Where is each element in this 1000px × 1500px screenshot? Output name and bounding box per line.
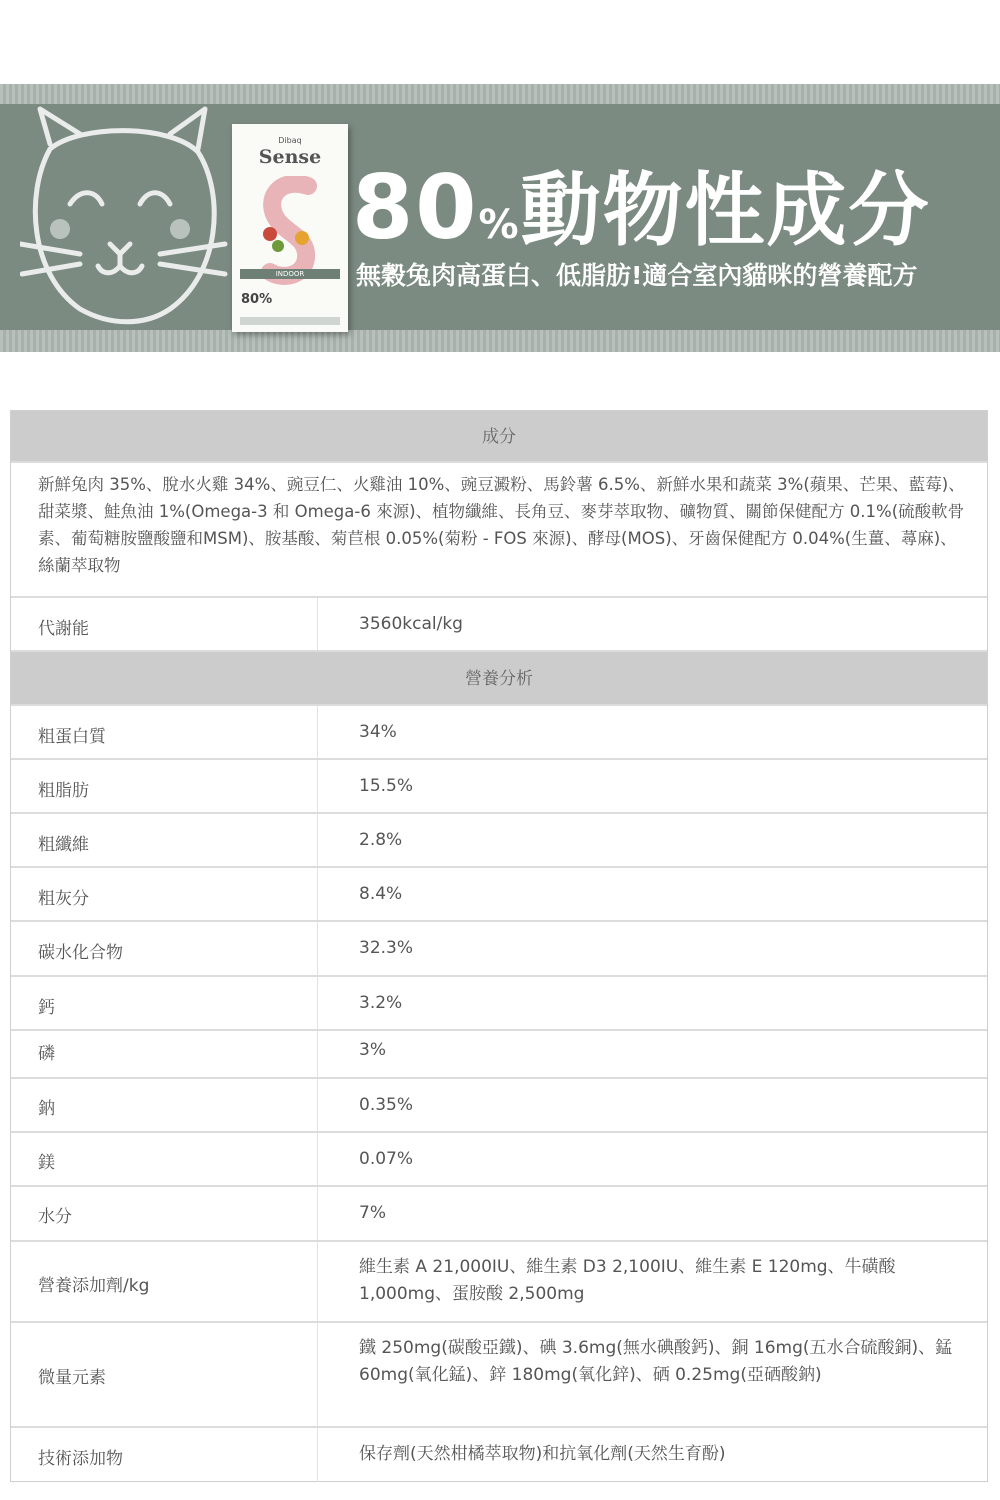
row-label: 碳水化合物: [38, 943, 123, 963]
metabolic-row: [11, 598, 987, 652]
row-value: 0.07%: [359, 1149, 414, 1169]
row-value: 3%: [359, 1040, 386, 1060]
row-value: 15.5%: [359, 776, 414, 796]
row-value: 0.35%: [359, 1095, 414, 1115]
row-label: 微量元素: [38, 1368, 106, 1388]
package-brand: Sense: [258, 146, 322, 168]
table-row: [11, 1031, 987, 1079]
table-row: [11, 1187, 987, 1242]
table-row: [11, 922, 987, 977]
row-value: 34%: [359, 722, 397, 742]
headline: [352, 146, 931, 261]
analysis-header: 營養分析: [465, 669, 533, 689]
package-line-label: INDOOR: [240, 269, 340, 279]
row-value: 7%: [359, 1203, 386, 1223]
row-label: 粗灰分: [38, 889, 89, 909]
table-row: [11, 1079, 987, 1133]
table-row: [11, 1323, 987, 1428]
headline-number: 80: [352, 156, 479, 259]
row-label: 粗蛋白質: [38, 727, 106, 747]
row-value: 維生素 A 21,000IU、維生素 D3 2,100IU、維生素 E 120mg、牛磺酸 1,000mg、蛋胺酸 2,500mg: [359, 1257, 896, 1304]
table-row: [11, 868, 987, 922]
nutrition-table: [10, 410, 988, 1482]
row-value: 3.2%: [359, 993, 403, 1013]
row-value: 2.8%: [359, 830, 403, 850]
row-label: 技術添加物: [38, 1449, 123, 1469]
row-value: 保存劑(天然柑橘萃取物)和抗氧化劑(天然生育酚): [359, 1444, 726, 1464]
package-food-art: [258, 176, 322, 306]
headline-percent: %: [478, 202, 521, 248]
table-row: [11, 977, 987, 1031]
metabolic-label: 代謝能: [38, 619, 89, 639]
row-label: 營養添加劑/kg: [38, 1276, 150, 1296]
row-label: 粗纖維: [38, 835, 89, 855]
ingredients-header-row: [11, 411, 987, 463]
table-row: [11, 706, 987, 760]
row-value: 鐵 250mg(碳酸亞鐵)、碘 3.6mg(無水碘酸鈣)、銅 16mg(五水合硫酸銅)、錳 60mg(氧化錳)、鋅 180mg(氧化鋅)、硒 0.25mg(亞硒酸鈉): [359, 1338, 953, 1385]
package-bottom-strip: [240, 317, 340, 325]
cat-face-icon: [20, 104, 230, 334]
analysis-header-row: [11, 652, 987, 706]
ingredients-row: [11, 463, 987, 598]
subheadline: 無穀兔肉高蛋白、低脂肪!適合室內貓咪的營養配方: [356, 261, 918, 290]
table-row: [11, 1133, 987, 1187]
row-label: 粗脂肪: [38, 781, 89, 801]
table-row: [11, 760, 987, 814]
banner-top-stripe: [0, 84, 1000, 104]
headline-text: 動物性成分: [520, 164, 931, 257]
metabolic-value: 3560kcal/kg: [359, 614, 463, 634]
package-percent: 80%: [241, 292, 273, 307]
row-value: 32.3%: [359, 938, 414, 958]
row-value: 8.4%: [359, 884, 403, 904]
product-package: [232, 124, 348, 332]
row-label: 鈉: [38, 1099, 55, 1119]
table-row: [11, 1428, 987, 1482]
ingredients-text: 新鮮兔肉 35%、脫水火雞 34%、豌豆仁、火雞油 10%、豌豆澱粉、馬鈴薯 6.5%、新鮮水果和蔬菜 3%(蘋果、芒果、藍莓)、甜菜漿、鮭魚油 1%(Omega-3 和 Omega-6 來源)、植物纖維、長角豆、麥芽萃取物、礦物質、關節保健配方 0.1%(硫酸軟骨素、葡萄糖胺鹽酸鹽和MSM)、胺基酸、菊苣根 0.05%(菊粉 - FOS 來源)、酵母(MOS)、牙齒保健配方 0.04%(生薑、蕁麻)、絲蘭萃取物: [38, 475, 965, 575]
row-label: 水分: [38, 1207, 72, 1227]
hero-banner: [0, 84, 1000, 352]
row-label: 磷: [38, 1044, 55, 1064]
row-label: 鈣: [38, 998, 55, 1018]
table-row: [11, 814, 987, 868]
row-label: 鎂: [38, 1153, 55, 1173]
package-brand-small: Dibaq: [278, 136, 302, 145]
table-row: [11, 1242, 987, 1323]
ingredients-header: 成分: [482, 427, 516, 447]
